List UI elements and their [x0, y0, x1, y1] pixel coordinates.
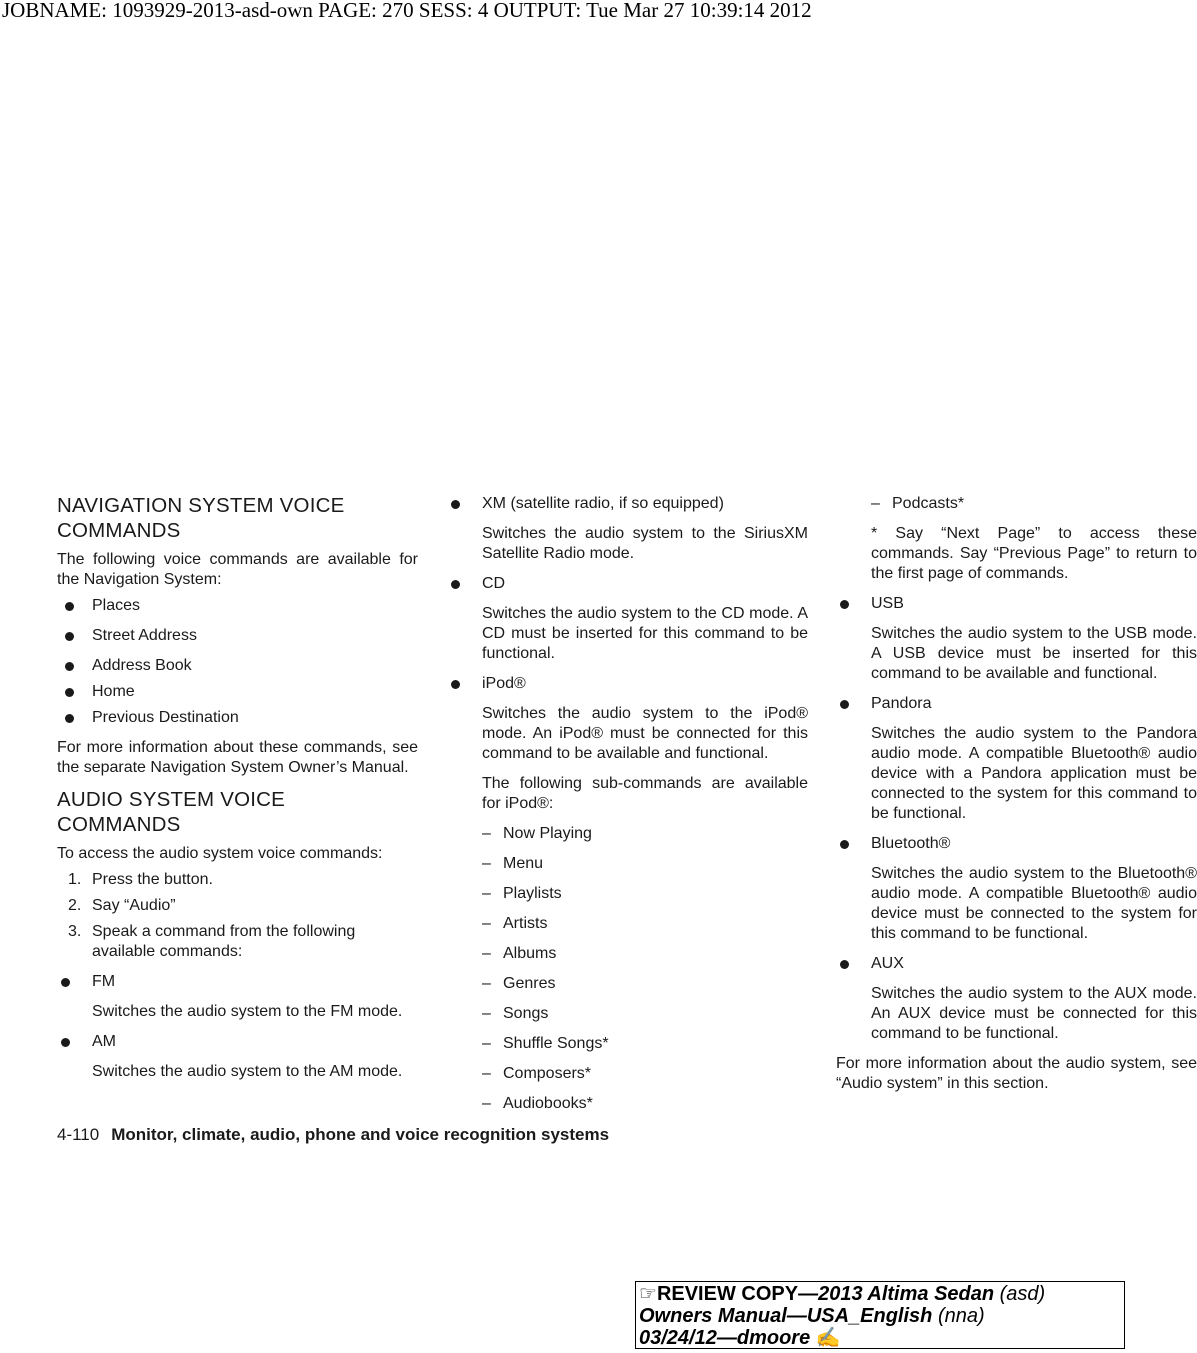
nav-more-info: For more information about these commands, see the separate Navigation System Owner’s Manual. [57, 739, 418, 776]
column-1 [57, 494, 418, 1092]
command-am-desc: Switches the audio system to the AM mode. [92, 1063, 403, 1080]
list-item: – Now Playing [482, 825, 592, 842]
list-item: – Podcasts* [871, 495, 965, 512]
review-copy-box [635, 1281, 1125, 1349]
bullet-icon [840, 700, 849, 709]
chapter-title: Monitor, climate, audio, phone and voice recognition systems [111, 1125, 610, 1144]
column-2 [447, 494, 808, 1124]
list-item: – Menu [482, 855, 544, 872]
list-item: – Artists [482, 915, 548, 932]
ipod-note: * Say “Next Page” to access these commands. Say “Previous Page” to return to the first page of commands. [871, 525, 1197, 582]
command-ipod: iPod® [447, 674, 808, 694]
command-am: AM [57, 1032, 418, 1052]
bullet-icon [840, 960, 849, 969]
bullet-icon [65, 688, 74, 697]
job-header: JOBNAME: 1093929-2013-asd-own PAGE: 270 SESS: 4 OUTPUT: Tue Mar 27 10:39:14 2012 [2, 0, 812, 22]
bullet-icon [65, 662, 74, 671]
list-item: – Composers* [482, 1065, 592, 1082]
list-item: – Playlists [482, 885, 562, 902]
page-number: 4-110 [57, 1125, 100, 1144]
command-aux-desc: Switches the audio system to the AUX mode. An AUX device must be connected for this command to be functional. [871, 985, 1197, 1042]
nav-title-line1: NAVIGATION SYSTEM VOICE [57, 494, 345, 517]
list-item: Street Address [57, 626, 418, 646]
command-pandora: Pandora [836, 694, 1197, 714]
command-xm-desc: Switches the audio system to the SiriusXM Satellite Radio mode. [482, 525, 808, 562]
bullet-icon [65, 714, 74, 723]
ipod-sub-intro: The following sub-commands are available for iPod®: [482, 775, 808, 812]
command-pandora-desc: Switches the audio system to the Pandora audio mode. A compatible Bluetooth® audio device with a Pandora application must be connected to the system for this command to be functional. [871, 725, 1197, 822]
list-item: – Shuffle Songs* [482, 1035, 609, 1052]
nav-intro: The following voice commands are available for the Navigation System: [57, 551, 418, 588]
review-line-1: ☞REVIEW COPY—2013 Altima Sedan (asd) [639, 1283, 1046, 1305]
bullet-icon [65, 632, 74, 641]
nav-section-title [57, 494, 418, 543]
bullet-icon [61, 1038, 70, 1047]
audio-title-line1: AUDIO SYSTEM VOICE [57, 788, 285, 811]
bullet-icon [451, 680, 460, 689]
command-fm: FM [57, 972, 418, 992]
column-3 [836, 494, 1197, 1104]
pointing-hand-icon: ☞ [639, 1283, 657, 1305]
writing-hand-icon: ✍ [815, 1327, 841, 1349]
nav-title-line2: COMMANDS [57, 518, 181, 542]
command-cd-desc: Switches the audio system to the CD mode. A CD must be inserted for this command to be functional. [482, 605, 808, 662]
command-bluetooth-desc: Switches the audio system to the Bluetooth® audio mode. A compatible Bluetooth® audio device must be connected to the system for this command to be functional. [871, 865, 1197, 942]
step-item: 1. Press the button. [68, 871, 213, 888]
command-aux: AUX [836, 954, 1197, 974]
step-item: 2. Say “Audio” [68, 897, 176, 914]
bullet-icon [451, 580, 460, 589]
command-ipod-desc: Switches the audio system to the iPod® mode. An iPod® must be connected for this command to be available and functional. [482, 705, 808, 762]
list-item: – Genres [482, 975, 556, 992]
audio-section-title [57, 788, 418, 837]
review-line-2: Owners Manual—USA_English (nna) [639, 1305, 985, 1327]
bullet-icon [840, 600, 849, 609]
bullet-icon [451, 500, 460, 509]
bullet-icon [840, 840, 849, 849]
command-bluetooth: Bluetooth® [836, 834, 1197, 854]
command-xm: XM (satellite radio, if so equipped) [447, 494, 808, 514]
list-item: Address Book [57, 656, 418, 676]
list-item: Home [57, 682, 418, 702]
command-cd: CD [447, 574, 808, 594]
step-item: 3. Speak a command from the following available commands: [68, 923, 356, 960]
list-item: Places [57, 596, 418, 616]
list-item: – Albums [482, 945, 557, 962]
page-footer [57, 1125, 609, 1145]
bullet-icon [65, 602, 74, 611]
list-item: – Songs [482, 1005, 549, 1022]
audio-more-info: For more information about the audio system, see “Audio system” in this section. [836, 1055, 1197, 1092]
bullet-icon [61, 978, 70, 987]
audio-intro: To access the audio system voice commands: [57, 845, 383, 862]
command-usb: USB [836, 594, 1197, 614]
list-item: Previous Destination [57, 708, 418, 728]
list-item: – Audiobooks* [482, 1095, 593, 1112]
review-line-3: 03/24/12—dmoore ✍ [639, 1327, 841, 1349]
audio-title-line2: COMMANDS [57, 812, 181, 836]
command-usb-desc: Switches the audio system to the USB mode. A USB device must be inserted for this command to be available and functional. [871, 625, 1197, 682]
command-fm-desc: Switches the audio system to the FM mode. [92, 1003, 403, 1020]
